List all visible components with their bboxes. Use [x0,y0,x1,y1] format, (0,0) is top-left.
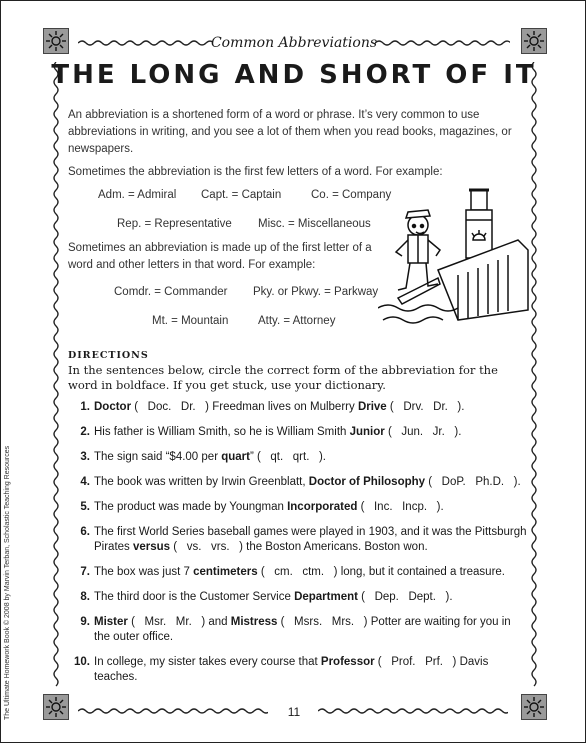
question-item [72,565,527,580]
example-admiral: Adm. = Admiral [98,189,177,201]
question-text [94,616,514,643]
question-text [94,451,326,463]
boldface-word: Drive [357,401,387,413]
sentence-fragment: The product was made by Youngman [94,501,288,513]
question-number: 10. [74,656,90,668]
page-number: 11 [287,705,301,719]
boldface-word: Mister [94,616,128,628]
question-item [72,450,527,465]
sentence-fragment: ( vs. vrs. ) the Boston Americans. Boston won. [170,541,428,553]
sentence-fragment: ( Dep. Dept. ). [357,591,453,603]
question-number: 9. [80,616,90,628]
sentence-fragment: ( Prof. Prf. ) Davis teaches. [94,656,492,683]
sentence-fragment: His father is William Smith, so he is William Smith [94,426,350,438]
question-item [72,425,527,440]
intro-text [68,107,523,187]
boldface-word: Department [294,591,358,603]
sentence-fragment: In college, my sister takes every course that [94,656,321,668]
boldface-word: Doctor [94,401,132,413]
boldface-word: Doctor of Philosophy [308,476,426,488]
example-commander: Comdr. = Commander [114,286,228,298]
question-number: 1. [80,401,90,413]
question-number: 3. [80,451,90,463]
sentence-fragment: ( Doc. Dr. ) Freedman lives on Mulberry [131,401,358,413]
sentence-fragment: The sign said “$4.00 per [94,451,222,463]
question-number: 8. [80,591,90,603]
question-list [72,400,530,695]
sentence-fragment: The box was just 7 [94,566,194,578]
question-item [72,525,530,555]
copyright-credit: The Ultimate Homework Book © 2008 by Marvin Terban, Scholastic Teaching Resources [4,445,11,720]
intro-paragraph-2: Sometimes the abbreviation is the first few letters of a word. For example: [68,166,443,178]
question-text [94,501,444,513]
question-item [72,590,527,605]
directions-text: In the sentences below, circle the correct form of the abbreviation for the word in boldface. If you get stuck, use your dictionary. [68,363,498,392]
question-number: 6. [80,526,90,538]
page-title: THE LONG AND SHORT OF IT [51,60,537,90]
question-item [72,500,527,515]
question-number: 4. [80,476,90,488]
sentence-fragment: ” ( qt. qrt. ). [249,451,327,463]
question-item [72,400,527,415]
section-label: Common Abbreviations [210,35,378,51]
boldface-word: quart [221,451,250,463]
sentence-fragment: ( Msr. Mr. ) and [127,616,231,628]
question-number: 7. [80,566,90,578]
boldface-word: versus [133,541,171,553]
sentence-fragment: ( DoP. Ph.D. ). [425,476,521,488]
example-parkway: Pky. or Pkwy. = Parkway [253,286,379,298]
right-wave-border [530,62,538,687]
question-item [72,615,527,645]
question-text [94,526,530,553]
example-representative: Rep. = Representative [117,218,232,230]
boldface-word: Incorporated [287,501,358,513]
intro-paragraph-1: An abbreviation is a shortened form of a word or phrase. It’s very common to use abbreviations in writing, and you see a lot of them when you read books, magazines, or newspapers. [68,109,512,155]
boldface-word: centimeters [193,566,258,578]
ship-illustration [378,180,538,330]
boldface-word: Professor [320,656,375,668]
sentence-fragment: ( Drv. Dr. ). [386,401,465,413]
question-text [94,476,521,488]
question-item [72,475,527,490]
question-number: 2. [80,426,90,438]
example-mountain: Mt. = Mountain [152,315,229,327]
question-text [94,656,492,683]
example-attorney: Atty. = Attorney [258,315,336,327]
boldface-word: Mistress [230,616,278,628]
sentence-fragment: ( cm. ctm. ) long, but it contained a treasure. [257,566,505,578]
question-number: 5. [80,501,90,513]
sentence-fragment: ( Jun. Jr. ). [384,426,462,438]
example-company: Co. = Company [311,189,392,201]
intro-paragraph-3: Sometimes an abbreviation is made up of the first letter of a word and other letters in that word. For example: [68,242,372,271]
example-captain: Capt. = Captain [201,189,282,201]
example-miscellaneous: Misc. = Miscellaneous [258,218,371,230]
boldface-word: Junior [349,426,385,438]
question-item [72,655,527,685]
sentence-fragment: ( Inc. Incp. ). [357,501,444,513]
question-text [94,401,464,413]
sentence-fragment: The first World Series baseball games were played in 1903, and it was the Pittsburgh Pirates [94,526,530,553]
sentence-fragment: ( Msrs. Mrs. ) Potter are waiting for you in the outer office. [94,616,514,643]
sentence-fragment: The third door is the Customer Service [94,591,295,603]
question-text [94,566,505,578]
directions-heading: DIRECTIONS [68,350,149,361]
question-text [94,591,453,603]
sentence-fragment: The book was written by Irwin Greenblatt, [94,476,309,488]
question-text [94,426,461,438]
left-wave-border [52,62,60,687]
